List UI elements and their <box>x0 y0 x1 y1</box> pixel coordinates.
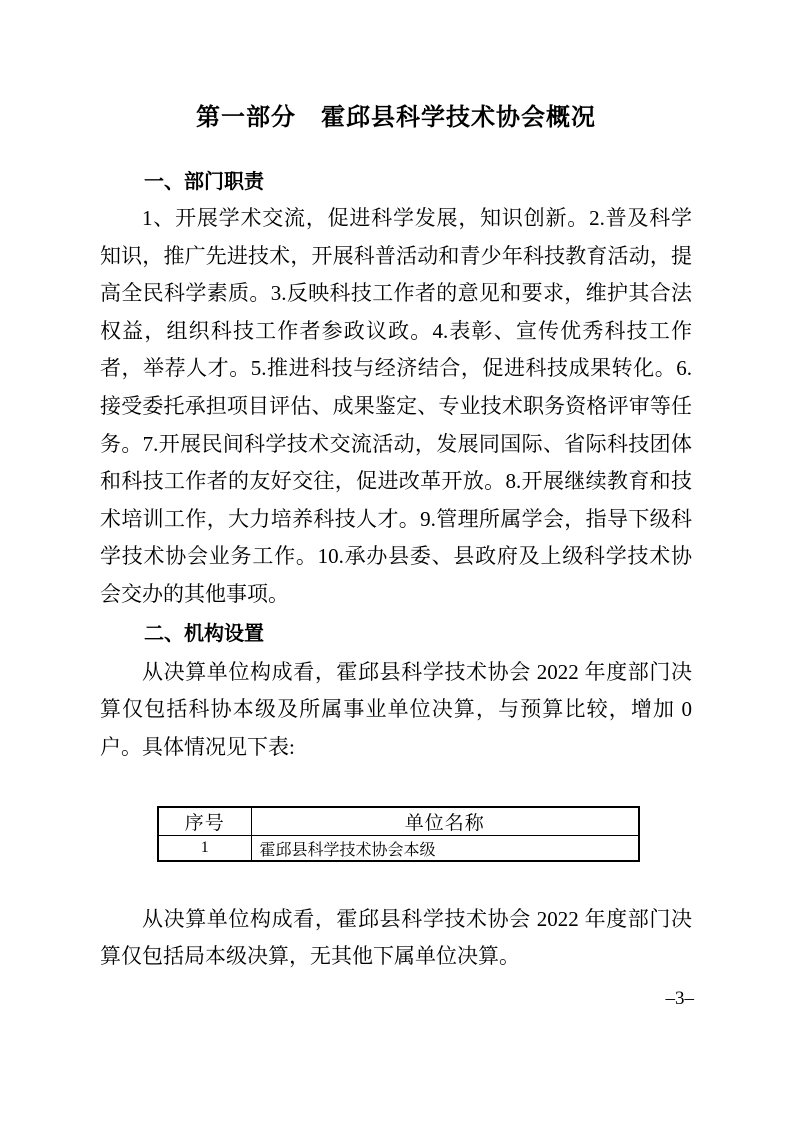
structure-paragraph: 从决算单位构成看，霍邱县科学技术协会 2022 年度部门决算仅包括科协本级及所属事业单位决算，与预算比较，增加 0 户。具体情况见下表: <box>100 659 692 759</box>
section-heading-duties: 一、部门职责 <box>144 171 264 193</box>
page-title: 第一部分 霍邱县科学技术协会概况 <box>196 105 596 131</box>
duties-paragraph: 1、开展学术交流，促进科学发展，知识创新。2.普及科学知识，推广先进技术，开展科普活动和青少年科技教育活动，提高全民科学素质。3.反映科技工作者的意见和要求，维护其合法权益，组织科技工作者参政议政。4.表彰、宣传优秀科技工作者，举荐人才。5.推进科技与经济结合，促进科技成果转化。6.接受委托承担项目评估、成果鉴定、专业技术职务资格评审等任务。7.开展民间科学技术交流活动，发展同国际、省际科技团体和科技工作者的友好交往，促进改革开放。8.开展继续教育和技术培训工作，大力培养科技人才。9.管理所属学会，指导下级科学技术协会业务工作。10.承办县委、县政府及上级科学技术协会交办的其他事项。 <box>100 206 692 606</box>
table-cell-unit-name: 霍邱县科学技术协会本级 <box>251 836 639 861</box>
table-cell-seq: 1 <box>158 836 251 861</box>
table-header-seq: 序号 <box>158 807 251 836</box>
page-number: –3– <box>665 988 694 1009</box>
table-header-unit-name: 单位名称 <box>251 807 639 836</box>
page-content <box>100 0 692 976</box>
units-table-header-row <box>158 807 639 836</box>
section-heading-structure: 二、机构设置 <box>144 622 264 645</box>
units-table <box>157 806 640 862</box>
closing-paragraph: 从决算单位构成看，霍邱县科学技术协会 2022 年度部门决算仅包括局本级决算，无其他下属单位决算。 <box>100 906 692 969</box>
units-table-row <box>158 836 639 861</box>
